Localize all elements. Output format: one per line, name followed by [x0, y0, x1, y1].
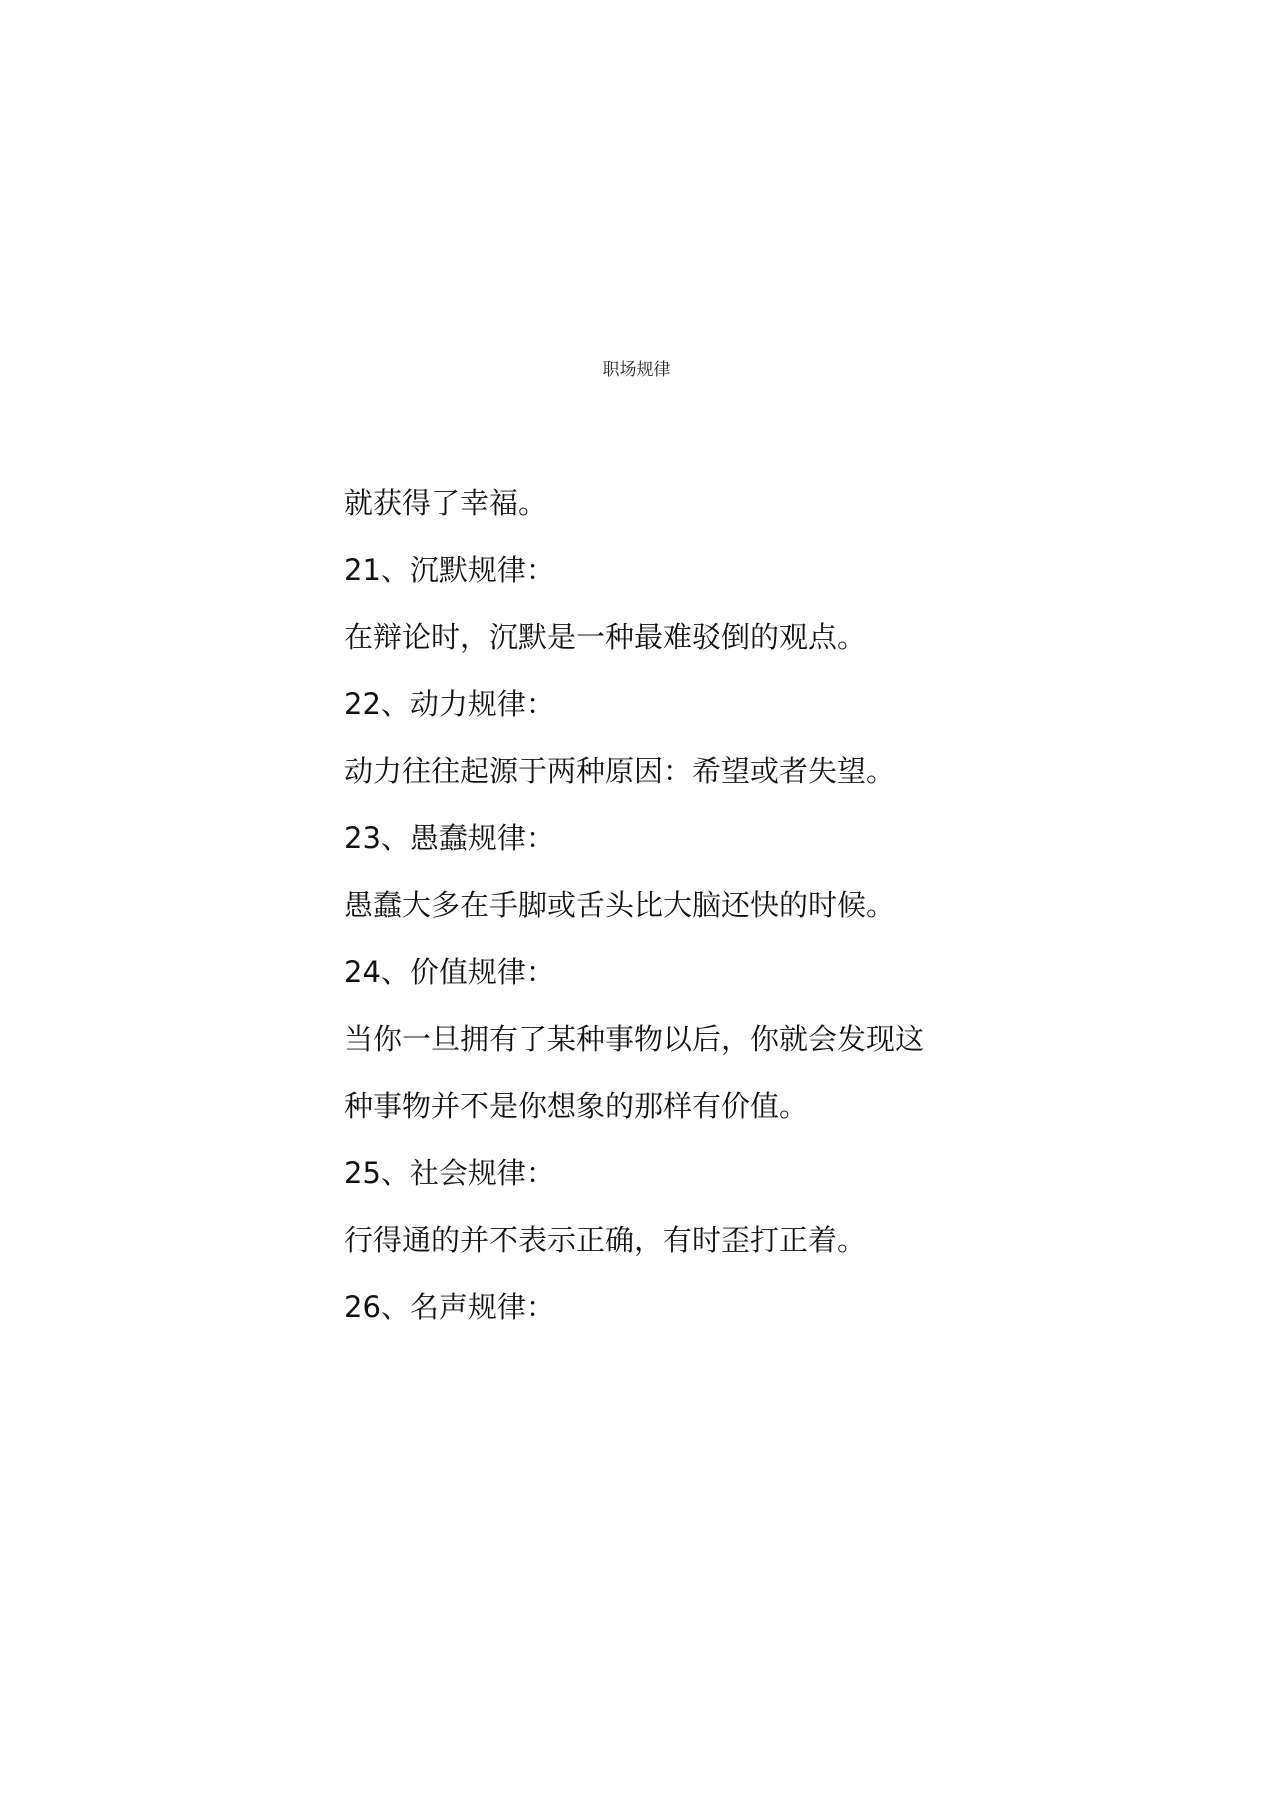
- body-line: 行得通的并不表示正确，有时歪打正着。: [344, 1223, 867, 1257]
- section-heading: 23、愚蠢规律：: [344, 821, 555, 855]
- body-line: 就获得了幸福。: [344, 486, 548, 520]
- body-line: 在辩论时，沉默是一种最难驳倒的观点。: [344, 620, 867, 654]
- document-body: [344, 470, 964, 1341]
- page-header-title: 职场规律: [602, 360, 671, 380]
- body-line: 当你一旦拥有了某种事物以后，你就会发现这: [344, 1022, 925, 1056]
- body-line: 愚蠢大多在手脚或舌头比大脑还快的时候。: [344, 888, 896, 922]
- section-heading: 26、名声规律：: [344, 1290, 555, 1324]
- section-heading: 21、沉默规律：: [344, 553, 555, 587]
- section-heading: 24、价值规律：: [344, 955, 555, 989]
- body-line: 种事物并不是你想象的那样有价值。: [344, 1089, 809, 1123]
- section-heading: 25、社会规律：: [344, 1156, 555, 1190]
- body-line: 动力往往起源于两种原因：希望或者失望。: [344, 754, 896, 788]
- section-heading: 22、动力规律：: [344, 687, 555, 721]
